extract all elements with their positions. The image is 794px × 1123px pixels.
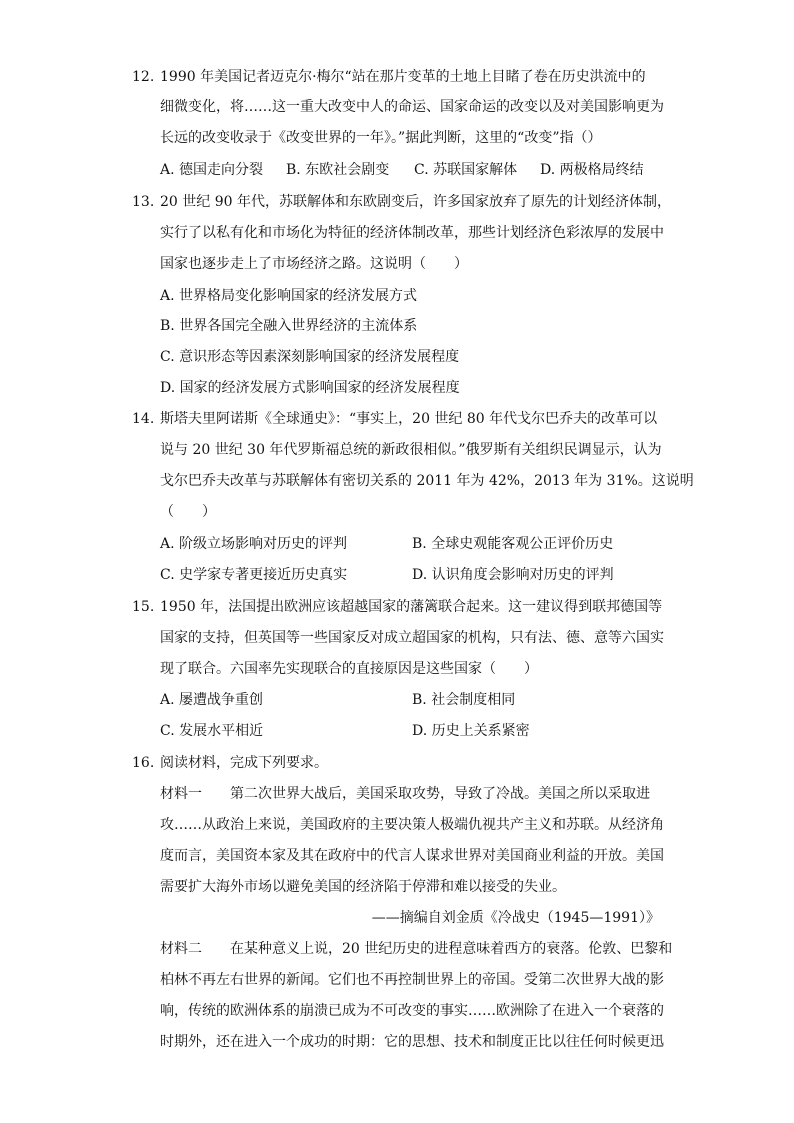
question-12-option-d: D. 两极格局终结 bbox=[540, 162, 644, 178]
question-14-option-a: A. 阶级立场影响对历史的评判 bbox=[160, 536, 348, 552]
question-12-option-c: C. 苏联国家解体 bbox=[414, 162, 518, 178]
question-12-option-b: B. 东欧社会剧变 bbox=[286, 162, 390, 178]
question-13-option-b: B. 世界各国完全融入世界经济的主流体系 bbox=[160, 318, 418, 334]
material-1-line-2: 攻……从政治上来说，美国政府的主要决策人极端仇视共产主义和苏联。从经济角 bbox=[160, 817, 664, 833]
material-2-line-1: 材料二 在某种意义上说，20 世纪历史的进程意味着西方的衰落。伦敦、巴黎和 bbox=[160, 941, 673, 957]
question-13-line-2: 实行了以私有化和市场化为特征的经济体制改革，那些计划经济色彩浓厚的发展中 bbox=[160, 225, 664, 241]
question-15-option-c: C. 发展水平相近 bbox=[160, 723, 264, 739]
question-14-option-c: C. 史学家专著更接近历史真实 bbox=[160, 567, 348, 583]
question-12-line-3: 长远的改变收录于《改变世界的一年》。”据此判断，这里的“改变”指（） bbox=[160, 130, 602, 146]
question-14-number: 14. bbox=[132, 411, 155, 427]
question-15-number: 15. bbox=[132, 599, 155, 615]
question-15-option-a: A. 屡遭战争重创 bbox=[160, 692, 264, 708]
question-15-line-2: 国家的支持，但英国等一些国家反对成立超国家的机构，只有法、德、意等六国实 bbox=[160, 630, 664, 646]
question-14-line-4: （ ） bbox=[160, 504, 216, 520]
question-15-option-d: D. 历史上关系紧密 bbox=[412, 723, 530, 739]
question-14-option-d: D. 认识角度会影响对历史的评判 bbox=[412, 567, 614, 583]
material-1-line-1: 材料一 第二次世界大战后，美国采取攻势，导致了冷战。美国之所以采取进 bbox=[160, 786, 650, 802]
question-15-line-3: 现了联合。六国率先实现联合的直接原因是这些国家（ ） bbox=[160, 661, 538, 677]
question-13-option-a: A. 世界格局变化影响国家的经济发展方式 bbox=[160, 288, 418, 304]
question-12-line-2: 细微变化，将……这一重大改变中人的命运、国家命运的改变以及对美国影响更为 bbox=[160, 99, 664, 115]
question-13-line-3: 国家也逐步走上了市场经济之路。这说明（ ） bbox=[160, 256, 468, 272]
material-1-source: ——摘编自刘金质《冷战史（1945—1991）》 bbox=[371, 910, 660, 926]
question-14-line-3: 戈尔巴乔夫改革与苏联解体有密切关系的 2011 年为 42%，2013 年为 31%。这说明 bbox=[160, 473, 694, 489]
material-2-line-2: 柏林不再左右世界的新闻。它们也不再控制世界上的帝国。受第二次世界大战的影 bbox=[160, 972, 664, 988]
question-16-instruction: 阅读材料，完成下列要求。 bbox=[160, 755, 328, 771]
question-14-line-1: 斯塔夫里阿诺斯《全球通史》：“事实上，20 世纪 80 年代戈尔巴乔夫的改革可以 bbox=[160, 411, 658, 427]
question-15-option-b: B. 社会制度相同 bbox=[412, 692, 516, 708]
question-12-number: 12. bbox=[132, 69, 155, 85]
question-15-line-1: 1950 年，法国提出欧洲应该超越国家的藩篱联合起来。这一建议得到联邦德国等 bbox=[160, 599, 663, 615]
question-14-option-b: B. 全球史观能客观公正评价历史 bbox=[412, 536, 614, 552]
material-1-line-4: 需要扩大海外市场以避免美国的经济陷于停滞和难以接受的失业。 bbox=[160, 879, 566, 895]
question-14-line-2: 说与 20 世纪 30 年代罗斯福总统的新政很相似。”俄罗斯有关组织民调显示，认为 bbox=[160, 442, 662, 458]
question-16-number: 16. bbox=[132, 755, 155, 771]
question-13-option-d: D. 国家的经济发展方式影响国家的经济发展程度 bbox=[160, 380, 460, 396]
material-2-line-3: 响，传统的欧洲体系的崩溃已成为不可改变的事实……欧洲除了在进入一个衰落的 bbox=[160, 1003, 664, 1019]
material-1-line-3: 度而言，美国资本家及其在政府中的代言人谋求世界对美国商业利益的开放。美国 bbox=[160, 848, 664, 864]
question-13-line-1: 20 世纪 90 年代，苏联解体和东欧剧变后，许多国家放弃了原先的计划经济体制， bbox=[160, 194, 671, 210]
question-13-number: 13. bbox=[132, 194, 155, 210]
question-12-option-a: A. 德国走向分裂 bbox=[160, 162, 264, 178]
question-12-line-1: 1990 年美国记者迈克尔·梅尔“站在那片变革的土地上目睹了卷在历史洪流中的 bbox=[160, 69, 646, 85]
material-2-line-4: 时期外，还在进入一个成功的时期：它的思想、技术和制度正比以往任何时候更迅 bbox=[160, 1034, 664, 1050]
question-13-option-c: C. 意识形态等因素深刻影响国家的经济发展程度 bbox=[160, 349, 460, 365]
